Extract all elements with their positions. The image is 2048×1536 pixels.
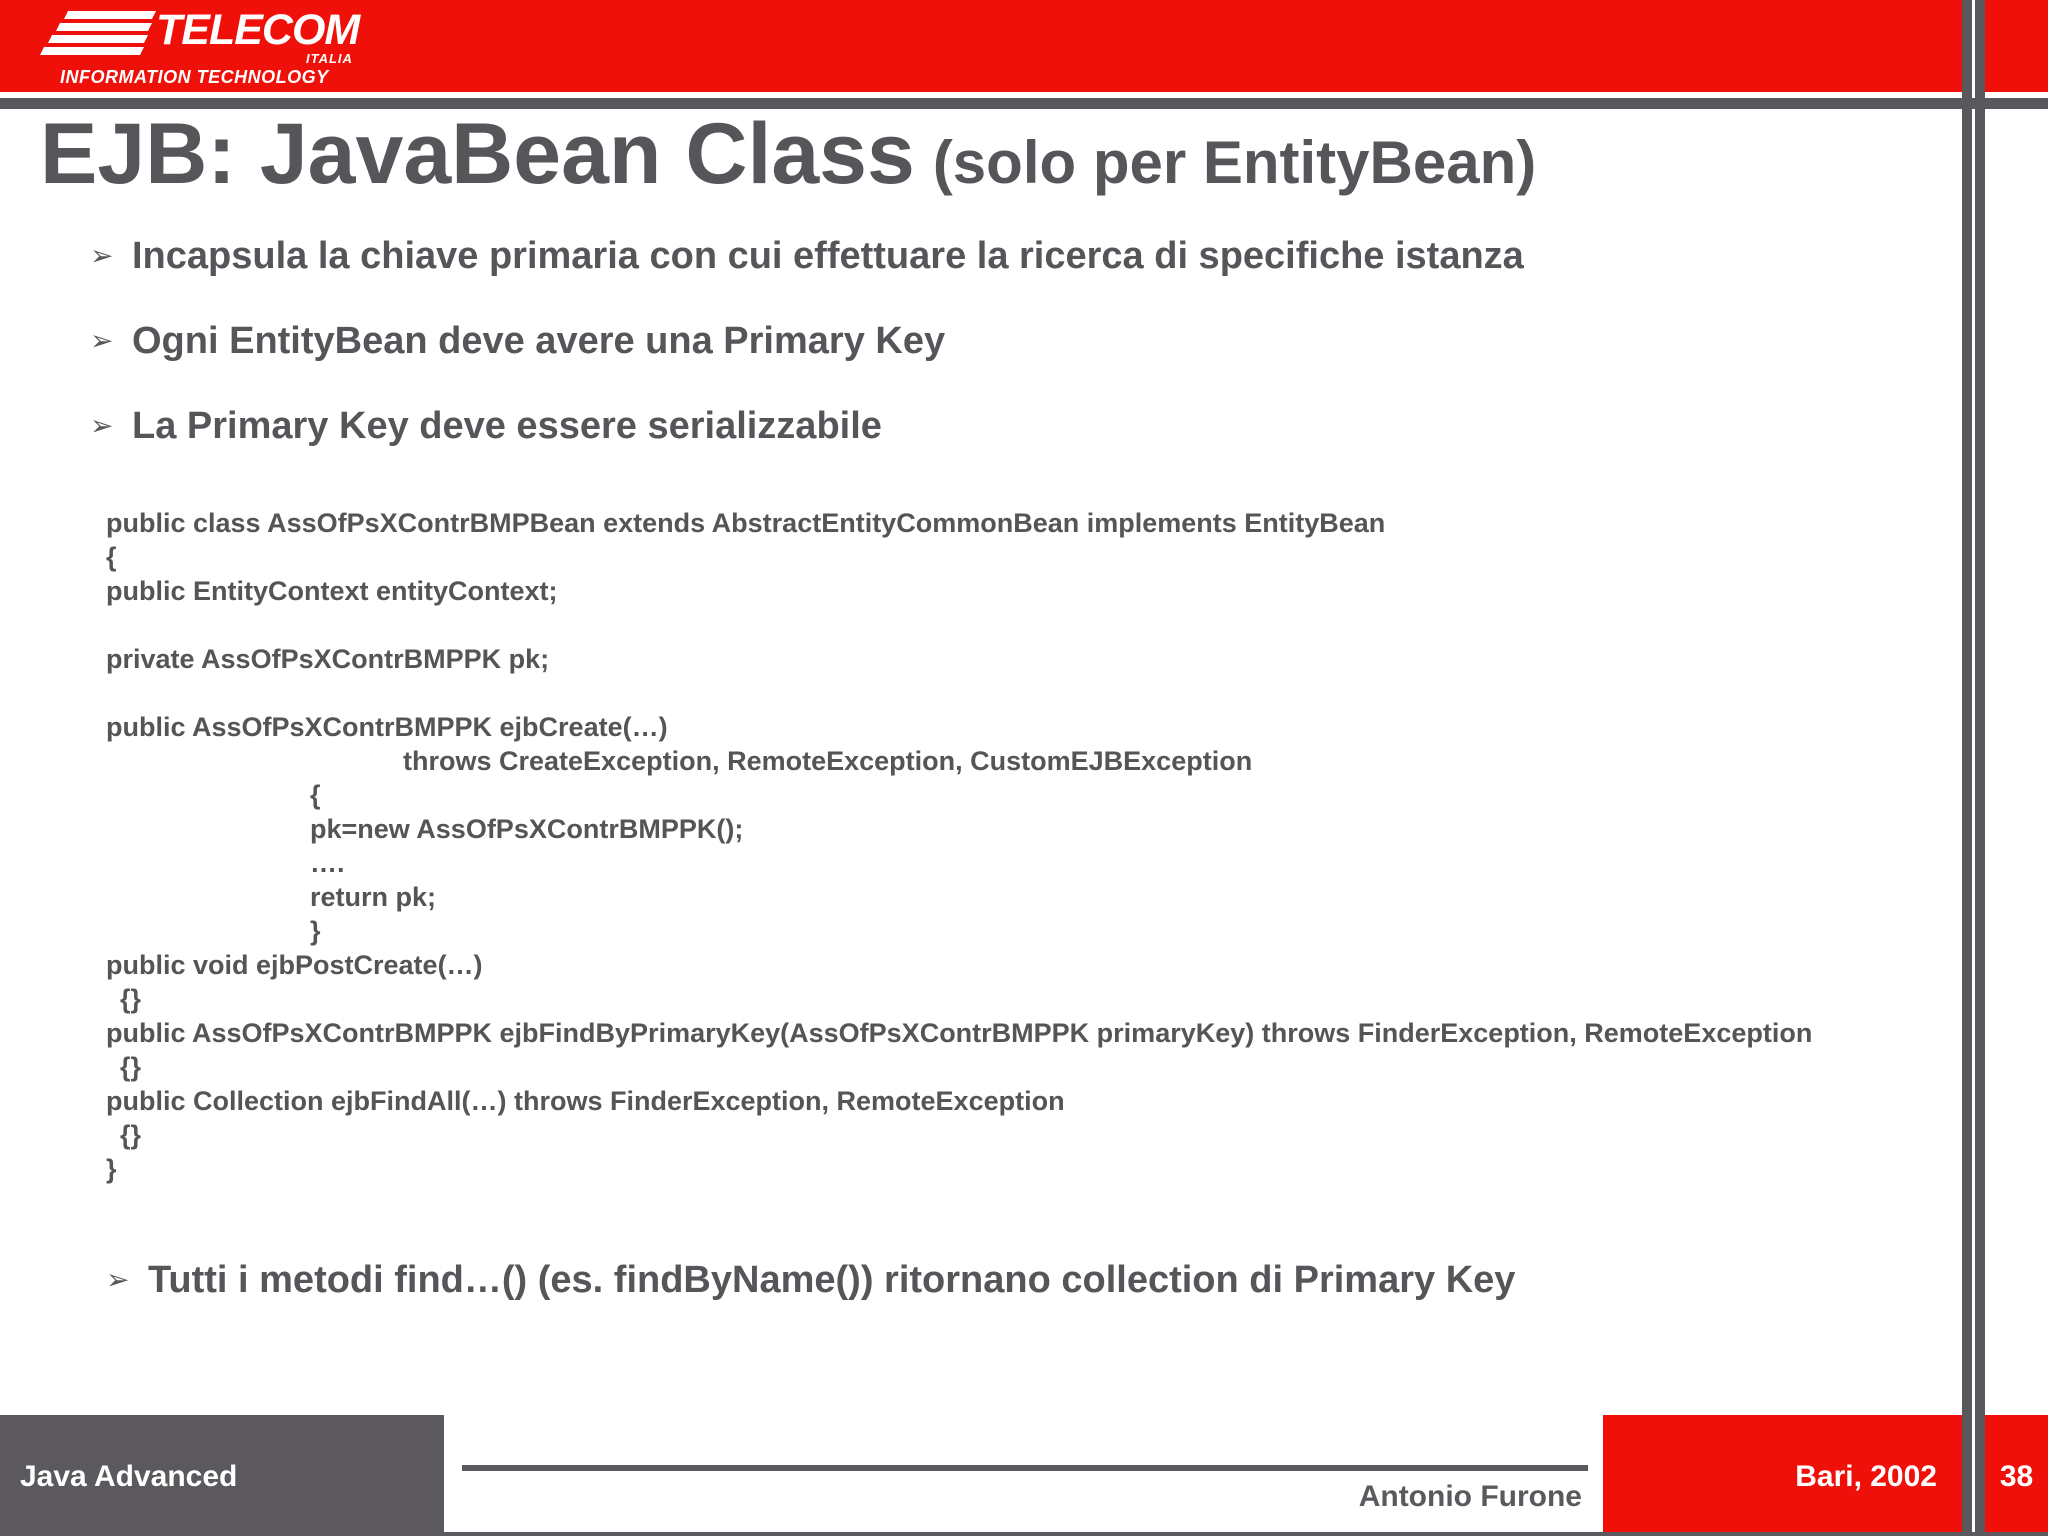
title-main: EJB: JavaBean Class [40,106,915,202]
bullet-text: Incapsula la chiave primaria con cui effettuare la ricerca di specifiche istanza [132,235,1524,277]
code-line: } [310,916,321,946]
code-line: public EntityContext entityContext; [106,576,558,606]
logo-country: ITALIA [306,51,353,66]
telecom-logo [38,5,368,91]
code-line: {} [120,1052,142,1082]
bullet-text: La Primary Key deve essere serializzabile [132,405,882,447]
code-line: {} [120,1120,142,1150]
right-frame-bar [1962,0,1972,1536]
logo-brand: TELECOM [156,6,360,54]
title-sub: (solo per EntityBean) [932,129,1537,196]
telecom-stripes-icon [38,5,158,65]
code-line: {} [120,984,142,1014]
code-line: return pk; [310,882,437,912]
code-line: …. [310,848,345,878]
bullet-item [90,318,945,364]
code-line: { [310,780,321,810]
arrow-bullet-icon: ➢ [90,240,114,271]
footer-author: Antonio Furone [1358,1480,1582,1513]
arrow-bullet-icon: ➢ [106,1264,130,1295]
footer-rule [462,1465,1588,1471]
code-line: public Collection ejbFindAll(…) throws FinderException, RemoteException [106,1086,1065,1116]
arrow-bullet-icon: ➢ [90,325,114,356]
bullet-text: Ogni EntityBean deve avere una Primary Key [132,320,946,362]
page-number: 38 [1999,1460,2034,1493]
bullet-item [90,233,1524,279]
bottom-frame-bar [0,1532,2048,1536]
arrow-bullet-icon: ➢ [90,410,114,441]
code-line: public void ejbPostCreate(…) [106,950,483,980]
bullet-item [90,403,882,449]
code-line: pk=new AssOfPsXContrBMPPK(); [310,814,744,844]
code-line: public AssOfPsXContrBMPPK ejbCreate(…) [106,712,668,742]
code-line: } [106,1154,117,1184]
bullet-text: Tutti i metodi find…() (es. findByName()) ritornano collection di Primary Key [148,1259,1516,1301]
code-line: public AssOfPsXContrBMPPK ejbFindByPrimaryKey(AssOfPsXContrBMPPK primaryKey) throws FinderException, RemoteException [106,1018,1813,1048]
code-line: public class AssOfPsXContrBMPBean extends AbstractEntityCommonBean implements EntityBean [106,508,1386,538]
right-frame-bar-inner [1975,0,1985,1536]
header-band-corner [1985,0,2048,92]
code-line: private AssOfPsXContrBMPPK pk; [106,644,550,674]
code-line: throws CreateException, RemoteException, CustomEJBException [403,746,1253,776]
code-line: { [106,542,117,572]
footer-course: Java Advanced [20,1460,238,1493]
page-title [40,104,1536,229]
bullet-item-bottom [106,1257,1515,1303]
footer-place-date: Bari, 2002 [1795,1460,1937,1493]
logo-division: INFORMATION TECHNOLOGY [60,67,329,87]
